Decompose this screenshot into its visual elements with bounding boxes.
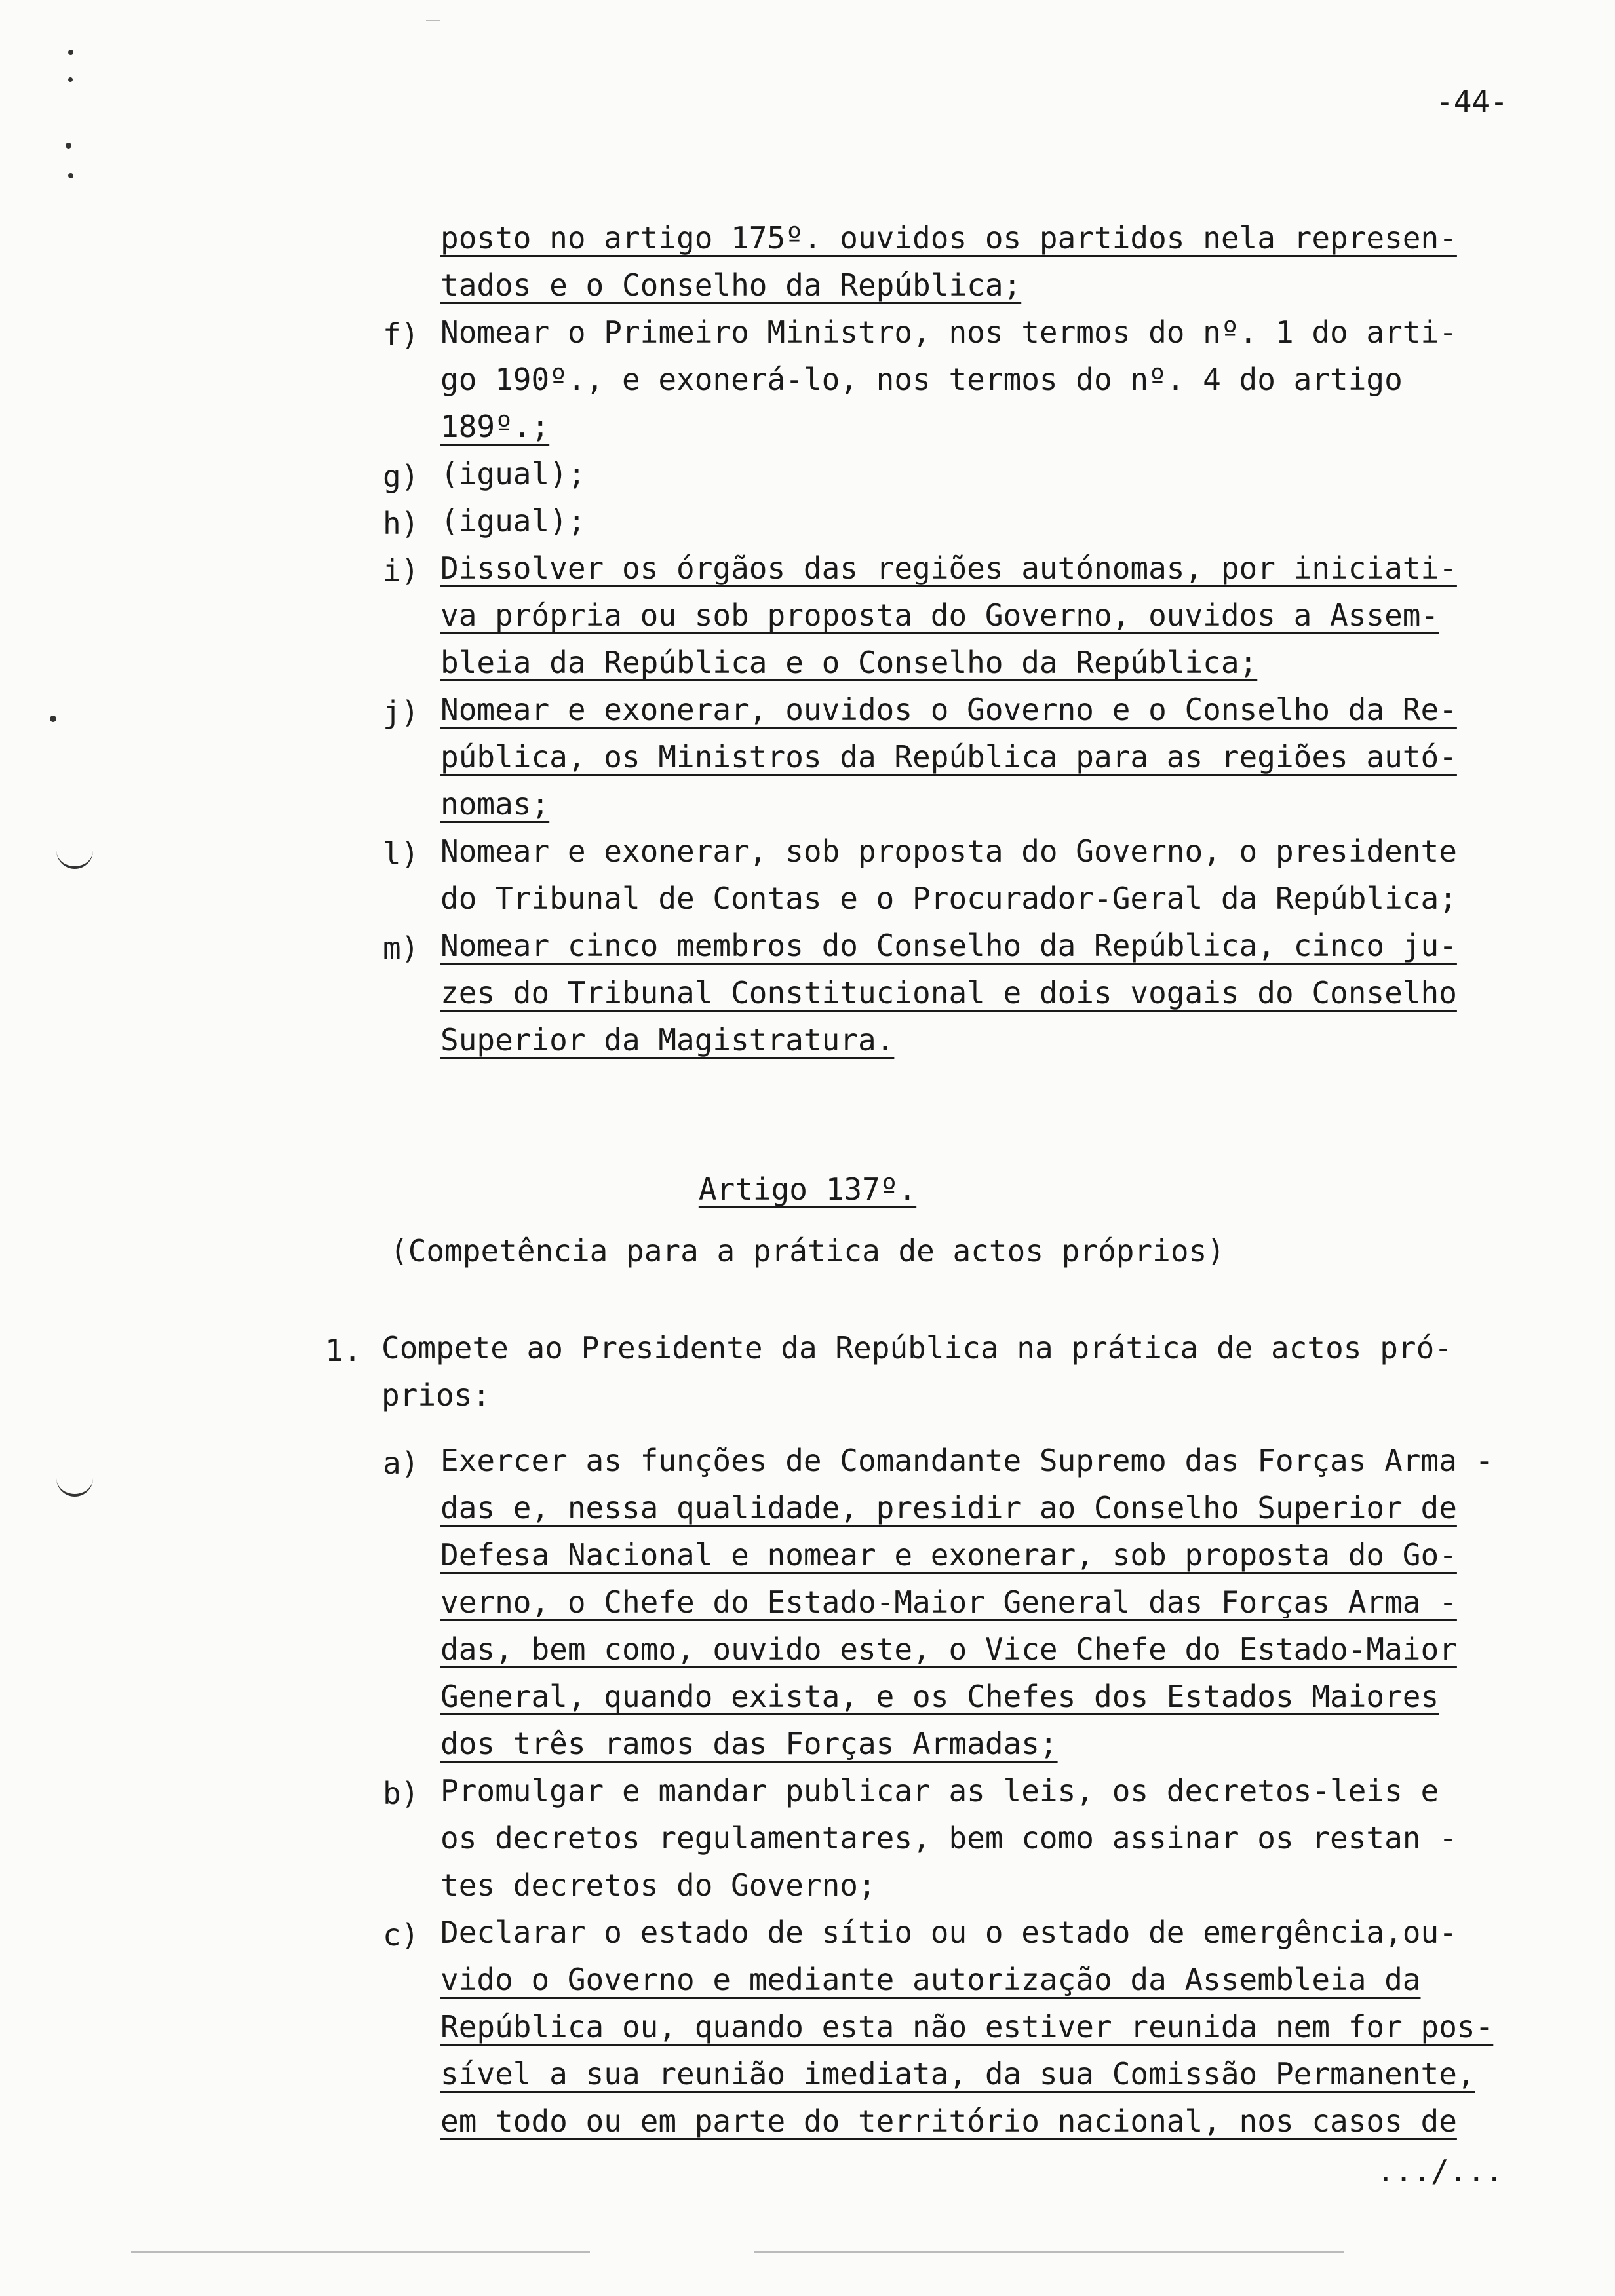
item-label: l) (383, 836, 419, 871)
text-line: Exercer as funções de Comandante Supremo das Forças Arma - (440, 1443, 1494, 1478)
scan-speck (754, 2251, 1344, 2253)
text-line: go 190º., e exonerá-lo, nos termos do nº. 4 do artigo (440, 362, 1403, 397)
text-line: (igual); (440, 503, 586, 539)
article-subtitle: (Competência para a prática de actos próprios) (390, 1233, 1225, 1269)
text-line: Superior da Magistratura. (440, 1022, 895, 1058)
item-label: m) (383, 930, 419, 966)
text-line: General, quando exista, e os Chefes dos Estados Maiores (440, 1679, 1439, 1714)
text-line: verno, o Chefe do Estado-Maior General das Forças Arma - (440, 1584, 1457, 1620)
text-line: (igual); (440, 456, 586, 491)
margin-bracket (56, 1474, 93, 1497)
text-line: tes decretos do Governo; (440, 1867, 876, 1903)
text-line: posto no artigo 175º. ouvidos os partidos nela represen- (440, 220, 1457, 256)
article-heading-text: Artigo 137º. (698, 1172, 917, 1207)
margin-dot (66, 143, 71, 149)
page-number: -44- (1435, 84, 1508, 119)
item-label: g) (383, 459, 419, 494)
text-line: República ou, quando esta não estiver reunida nem for pos- (440, 2009, 1494, 2044)
text-line: bleia da República e o Conselho da República; (440, 645, 1258, 680)
paragraph-label: 1. (325, 1333, 362, 1368)
item-label: a) (383, 1445, 419, 1481)
text-line: Nomear cinco membros do Conselho da República, cinco ju- (440, 928, 1457, 963)
margin-dot (68, 173, 73, 178)
text-line: prios: (381, 1377, 491, 1413)
margin-dot (50, 716, 56, 722)
margin-dot (68, 77, 73, 82)
text-line: das e, nessa qualidade, presidir ao Conselho Superior de (440, 1490, 1457, 1525)
text-line: pública, os Ministros da República para as regiões autó- (440, 739, 1457, 775)
text-line: zes do Tribunal Constitucional e dois vogais do Conselho (440, 975, 1457, 1010)
text-line: em todo ou em parte do território nacional, nos casos de (440, 2103, 1457, 2139)
scan-speck (131, 2251, 590, 2253)
text-line: Nomear e exonerar, sob proposta do Governo, o presidente (440, 833, 1457, 869)
item-label: b) (383, 1776, 419, 1811)
text-line: sível a sua reunião imediata, da sua Comissão Permanente, (440, 2056, 1475, 2092)
scan-speck (426, 20, 440, 21)
item-label: h) (383, 506, 419, 541)
text-line: Defesa Nacional e nomear e exonerar, sob proposta do Go- (440, 1537, 1457, 1573)
text-line: Declarar o estado de sítio ou o estado de emergência,ou- (440, 1915, 1457, 1950)
text-line: Nomear o Primeiro Ministro, nos termos do nº. 1 do arti- (440, 315, 1457, 350)
item-label: i) (383, 553, 419, 588)
margin-bracket (56, 847, 93, 869)
text-line: vido o Governo e mediante autorização da Assembleia da (440, 1962, 1421, 1997)
text-line: Dissolver os órgãos das regiões autónomas, por iniciati- (440, 550, 1457, 586)
text-line: do Tribunal de Contas e o Procurador-Geral da República; (440, 881, 1457, 916)
text-line: 189º.; (440, 409, 550, 444)
item-label: j) (383, 695, 419, 730)
text-line: Promulgar e mandar publicar as leis, os decretos-leis e (440, 1773, 1439, 1808)
text-line: das, bem como, ouvido este, o Vice Chefe do Estado-Maior (440, 1632, 1457, 1667)
item-label: c) (383, 1917, 419, 1953)
text-line: os decretos regulamentares, bem como assinar os restan - (440, 1820, 1457, 1856)
text-line: va própria ou sob proposta do Governo, ouvidos a Assem- (440, 598, 1439, 633)
text-line: Compete ao Presidente da República na prática de actos pró- (381, 1330, 1452, 1366)
text-line: tados e o Conselho da República; (440, 267, 1022, 303)
item-label: f) (383, 317, 419, 353)
text-line: dos três ramos das Forças Armadas; (440, 1726, 1058, 1761)
text-line: Nomear e exonerar, ouvidos o Governo e o Conselho da Re- (440, 692, 1457, 727)
margin-dot (68, 50, 73, 55)
page-continuation: .../... (1376, 2153, 1504, 2189)
text-line: nomas; (440, 786, 550, 822)
article-heading (0, 1172, 1615, 1207)
